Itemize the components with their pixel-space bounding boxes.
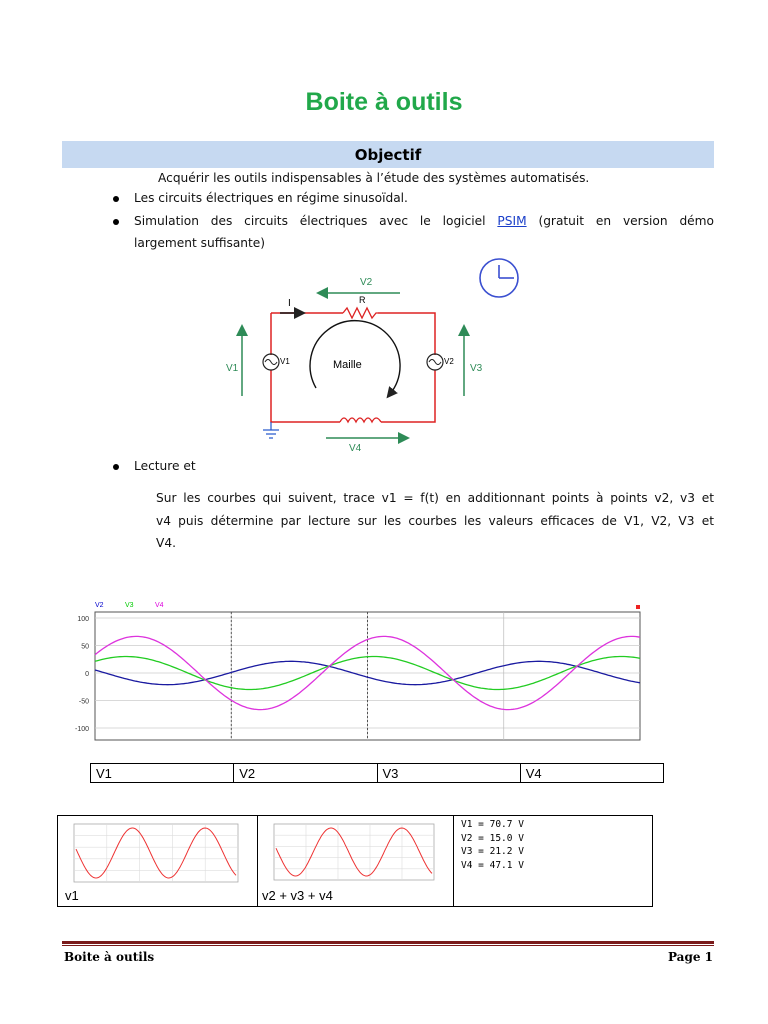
current-label: I: [288, 298, 291, 309]
v1-mini-chart: [62, 818, 247, 888]
psim-link[interactable]: PSIM: [497, 214, 527, 228]
bullet-text-1: Les circuits électriques en régime sinusoïdal.: [134, 191, 408, 205]
instructions-line-2: v4 puis détermine par lecture sur les courbes les valeurs efficaces de V1, V2, V3 et: [156, 514, 714, 528]
values-table: [90, 763, 664, 783]
bullet-dot: [113, 219, 119, 225]
inductor: [340, 418, 381, 422]
bullet-text-2-line1: Simulation des circuits électriques avec le logiciel PSIM (gratuit en version démo: [134, 214, 715, 228]
sum-mini-chart: [262, 818, 447, 888]
result-line: V3 = 21.2 V: [461, 846, 524, 857]
intro-text: Acquérir les outils indispensables à l’étude des systèmes automatisés.: [158, 171, 590, 185]
legend-entry: V4: [155, 602, 164, 609]
loop-arrow: [310, 321, 400, 394]
y-tick-label: 100: [77, 616, 89, 623]
bullet-dot: [113, 196, 119, 202]
y-tick-label: 0: [85, 671, 89, 678]
objective-heading-band: [62, 141, 714, 168]
v4-label: V4: [349, 443, 362, 454]
caption-sum: v2 + v3 + v4: [262, 888, 333, 903]
resistor: [343, 308, 378, 318]
instructions-line-3: V4.: [156, 536, 176, 550]
chart-marker: [636, 605, 640, 609]
resistor-label: R: [359, 295, 366, 305]
v1-label: V1: [226, 363, 239, 374]
bullet-text-3: Lecture et: [134, 459, 196, 473]
caption-v1: v1: [65, 888, 79, 903]
page-number: Page 1: [667, 950, 713, 964]
table-header-cell: V1: [91, 764, 234, 783]
result-line: V4 = 47.1 V: [461, 859, 524, 871]
loop-label: Maille: [333, 359, 362, 371]
result-line: V1 = 70.7 V: [461, 819, 524, 830]
y-tick-label: -100: [74, 726, 89, 733]
instructions-line-1: Sur les courbes qui suivent, trace v1 = f(t) en additionnant points à points v2, v3 et: [156, 491, 714, 505]
y-tick-label: -50: [78, 698, 89, 706]
section-heading: Objectif: [354, 145, 422, 164]
table-header-cell: V2: [234, 764, 377, 783]
v2-label: V2: [360, 277, 373, 288]
table-header-cell: V4: [520, 764, 663, 783]
table-header-cell: V3: [377, 764, 520, 783]
legend-entry: V2: [95, 602, 104, 609]
bullet-text-2-line2: largement suffisante): [134, 236, 266, 250]
footer-title: Boite à outils: [64, 950, 155, 964]
bullet-dot: [113, 464, 119, 470]
page-title: Boite à outils: [305, 88, 463, 116]
v3-label: V3: [470, 363, 483, 374]
footer-rule: [62, 941, 714, 944]
results-values: [461, 818, 524, 872]
legend-entry: V3: [125, 602, 134, 609]
y-tick-label: 50: [81, 643, 89, 651]
svg-text:V2: V2: [444, 357, 454, 366]
waveform-chart: [62, 598, 652, 746]
svg-text:V1: V1: [280, 357, 290, 366]
circuit-diagram: [218, 270, 498, 466]
result-line: V2 = 15.0 V: [461, 832, 524, 844]
